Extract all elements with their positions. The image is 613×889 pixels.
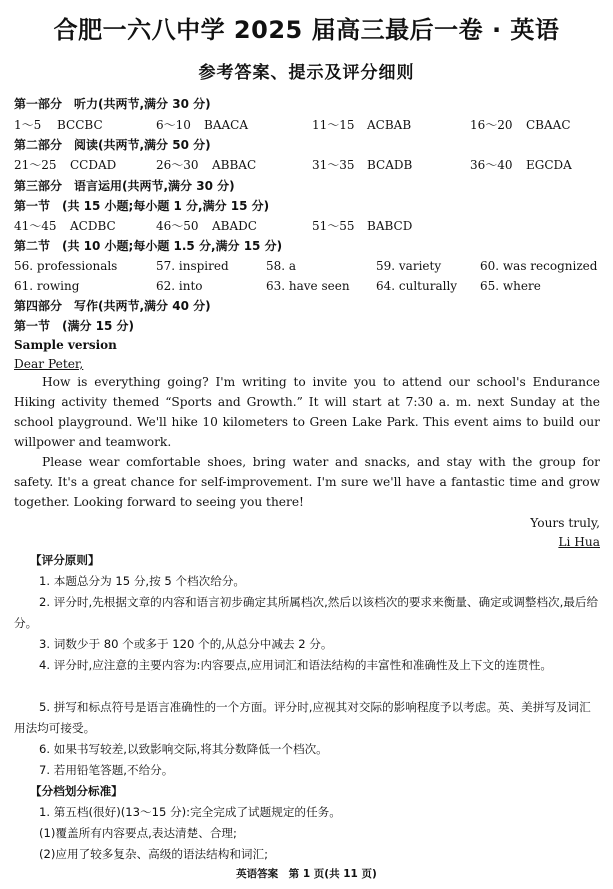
- principle-item: 5. 拼写和标点符号是语言准确性的一个方面。评分时,应视其对交际的影响程度予以考虑。英、美拼写及词汇用法均可接受。: [14, 700, 591, 735]
- level-item: (2)应用了较多复杂、高级的语法结构和词汇;: [39, 847, 269, 861]
- part2-heading: 第二部分 阅读(共两节,满分 50 分): [14, 138, 211, 152]
- answer-value: ACBAB: [367, 118, 412, 132]
- fill-answer: 57. inspired: [156, 259, 229, 273]
- level-item: 1. 第五档(很好)(13～15 分):完全完成了试题规定的任务。: [39, 805, 341, 819]
- answer-value: CCDAD: [70, 158, 117, 172]
- answer-range: 36～40: [470, 158, 513, 172]
- part3-section2-heading: 第二节 (共 10 小题;每小题 1.5 分,满分 15 分): [14, 239, 283, 253]
- principle-item: 6. 如果书写较差,以致影响交际,将其分数降低一个档次。: [39, 742, 328, 756]
- fill-answer: 64. culturally: [376, 279, 458, 293]
- letter-paragraph-2-text: Please wear comfortable shoes, bring water and snacks, and stay with the group for safety. It's a great chance for self-improvement. I'm sure we'll have a fantastic time and grow together. Looking forward to seeing you there!: [14, 455, 600, 509]
- part3-section1-heading: 第一节 (共 15 小题;每小题 1 分,满分 15 分): [14, 199, 270, 213]
- principle-item: 2. 评分时,先根据文章的内容和语言初步确定其所属档次,然后以该档次的要求来衡量、确定或调整档次,最后给分。: [14, 595, 599, 630]
- part4-section1-heading: 第一节 (满分 15 分): [14, 319, 135, 333]
- answer-value: CBAAC: [526, 118, 571, 132]
- principle-item: 3. 词数少于 80 个或多于 120 个的,从总分中减去 2 分。: [39, 637, 333, 651]
- fill-answer: 59. variety: [376, 259, 442, 273]
- principles-heading: 【评分原则】: [30, 553, 100, 567]
- answer-range: 51～55: [312, 219, 355, 233]
- sample-label: Sample version: [14, 338, 117, 352]
- letter-closing: Yours truly,: [530, 516, 600, 530]
- part1-heading: 第一部分 听力(共两节,满分 30 分): [14, 97, 211, 111]
- answer-value: BAACA: [204, 118, 248, 132]
- level-item: (1)覆盖所有内容要点,表达清楚、合理;: [39, 826, 237, 840]
- answer-range: 21～25: [14, 158, 57, 172]
- fill-answer: 56. professionals: [14, 259, 118, 273]
- answer-range: 11～15: [312, 118, 355, 132]
- answer-range: 16～20: [470, 118, 513, 132]
- answer-range: 46～50: [156, 219, 199, 233]
- fill-answer: 62. into: [156, 279, 203, 293]
- letter-signature: Li Hua: [558, 535, 600, 549]
- fill-answer: 61. rowing: [14, 279, 80, 293]
- principle-item: 4. 评分时,应注意的主要内容为:内容要点,应用词汇和语法结构的丰富性和准确性及上下文的连贯性。: [39, 658, 552, 672]
- answer-value: EGCDA: [526, 158, 572, 172]
- answer-value: BCADB: [367, 158, 413, 172]
- page-subtitle: 参考答案、提示及评分细则: [198, 63, 415, 83]
- principle-item: 7. 若用铅笔答题,不给分。: [39, 763, 174, 777]
- answer-range: 26～30: [156, 158, 199, 172]
- fill-answer: 63. have seen: [266, 279, 350, 293]
- answer-value: ACDBC: [70, 219, 116, 233]
- answer-value: BABCD: [367, 219, 413, 233]
- part3-heading: 第三部分 语言运用(共两节,满分 30 分): [14, 179, 235, 193]
- fill-answer: 65. where: [480, 279, 541, 293]
- answer-range: 1～5: [14, 118, 42, 132]
- answer-range: 6～10: [156, 118, 191, 132]
- answer-value: ABADC: [212, 219, 257, 233]
- page-footer: 英语答案 第 1 页(共 11 页): [236, 868, 377, 880]
- fill-answer: 60. was recognized: [480, 259, 598, 273]
- fill-answer: 58. a: [266, 259, 297, 273]
- part4-heading: 第四部分 写作(共两节,满分 40 分): [14, 299, 211, 313]
- answer-range: 31～35: [312, 158, 355, 172]
- salutation: Dear Peter,: [14, 357, 84, 371]
- page-title: 合肥一六八中学 2025 届高三最后一卷 · 英语: [53, 16, 560, 44]
- levels-heading: 【分档划分标准】: [30, 784, 123, 798]
- answer-value: BCCBC: [57, 118, 103, 132]
- letter-paragraph-1: [14, 372, 600, 452]
- letter-paragraph-1-text: How is everything going? I'm writing to invite you to attend our school's Endurance Hiking activity themed “Sports and Growth.” It will start at 7:30 a. m. next Sunday at the school playground. We'll hike 10 kilometers to Green Lake Park. This event aims to build our willpower and teamwork.: [14, 375, 600, 449]
- letter-paragraph-2: [14, 452, 600, 512]
- answer-range: 41～45: [14, 219, 57, 233]
- answer-value: ABBAC: [212, 158, 257, 172]
- principle-item: 1. 本题总分为 15 分,按 5 个档次给分。: [39, 574, 246, 588]
